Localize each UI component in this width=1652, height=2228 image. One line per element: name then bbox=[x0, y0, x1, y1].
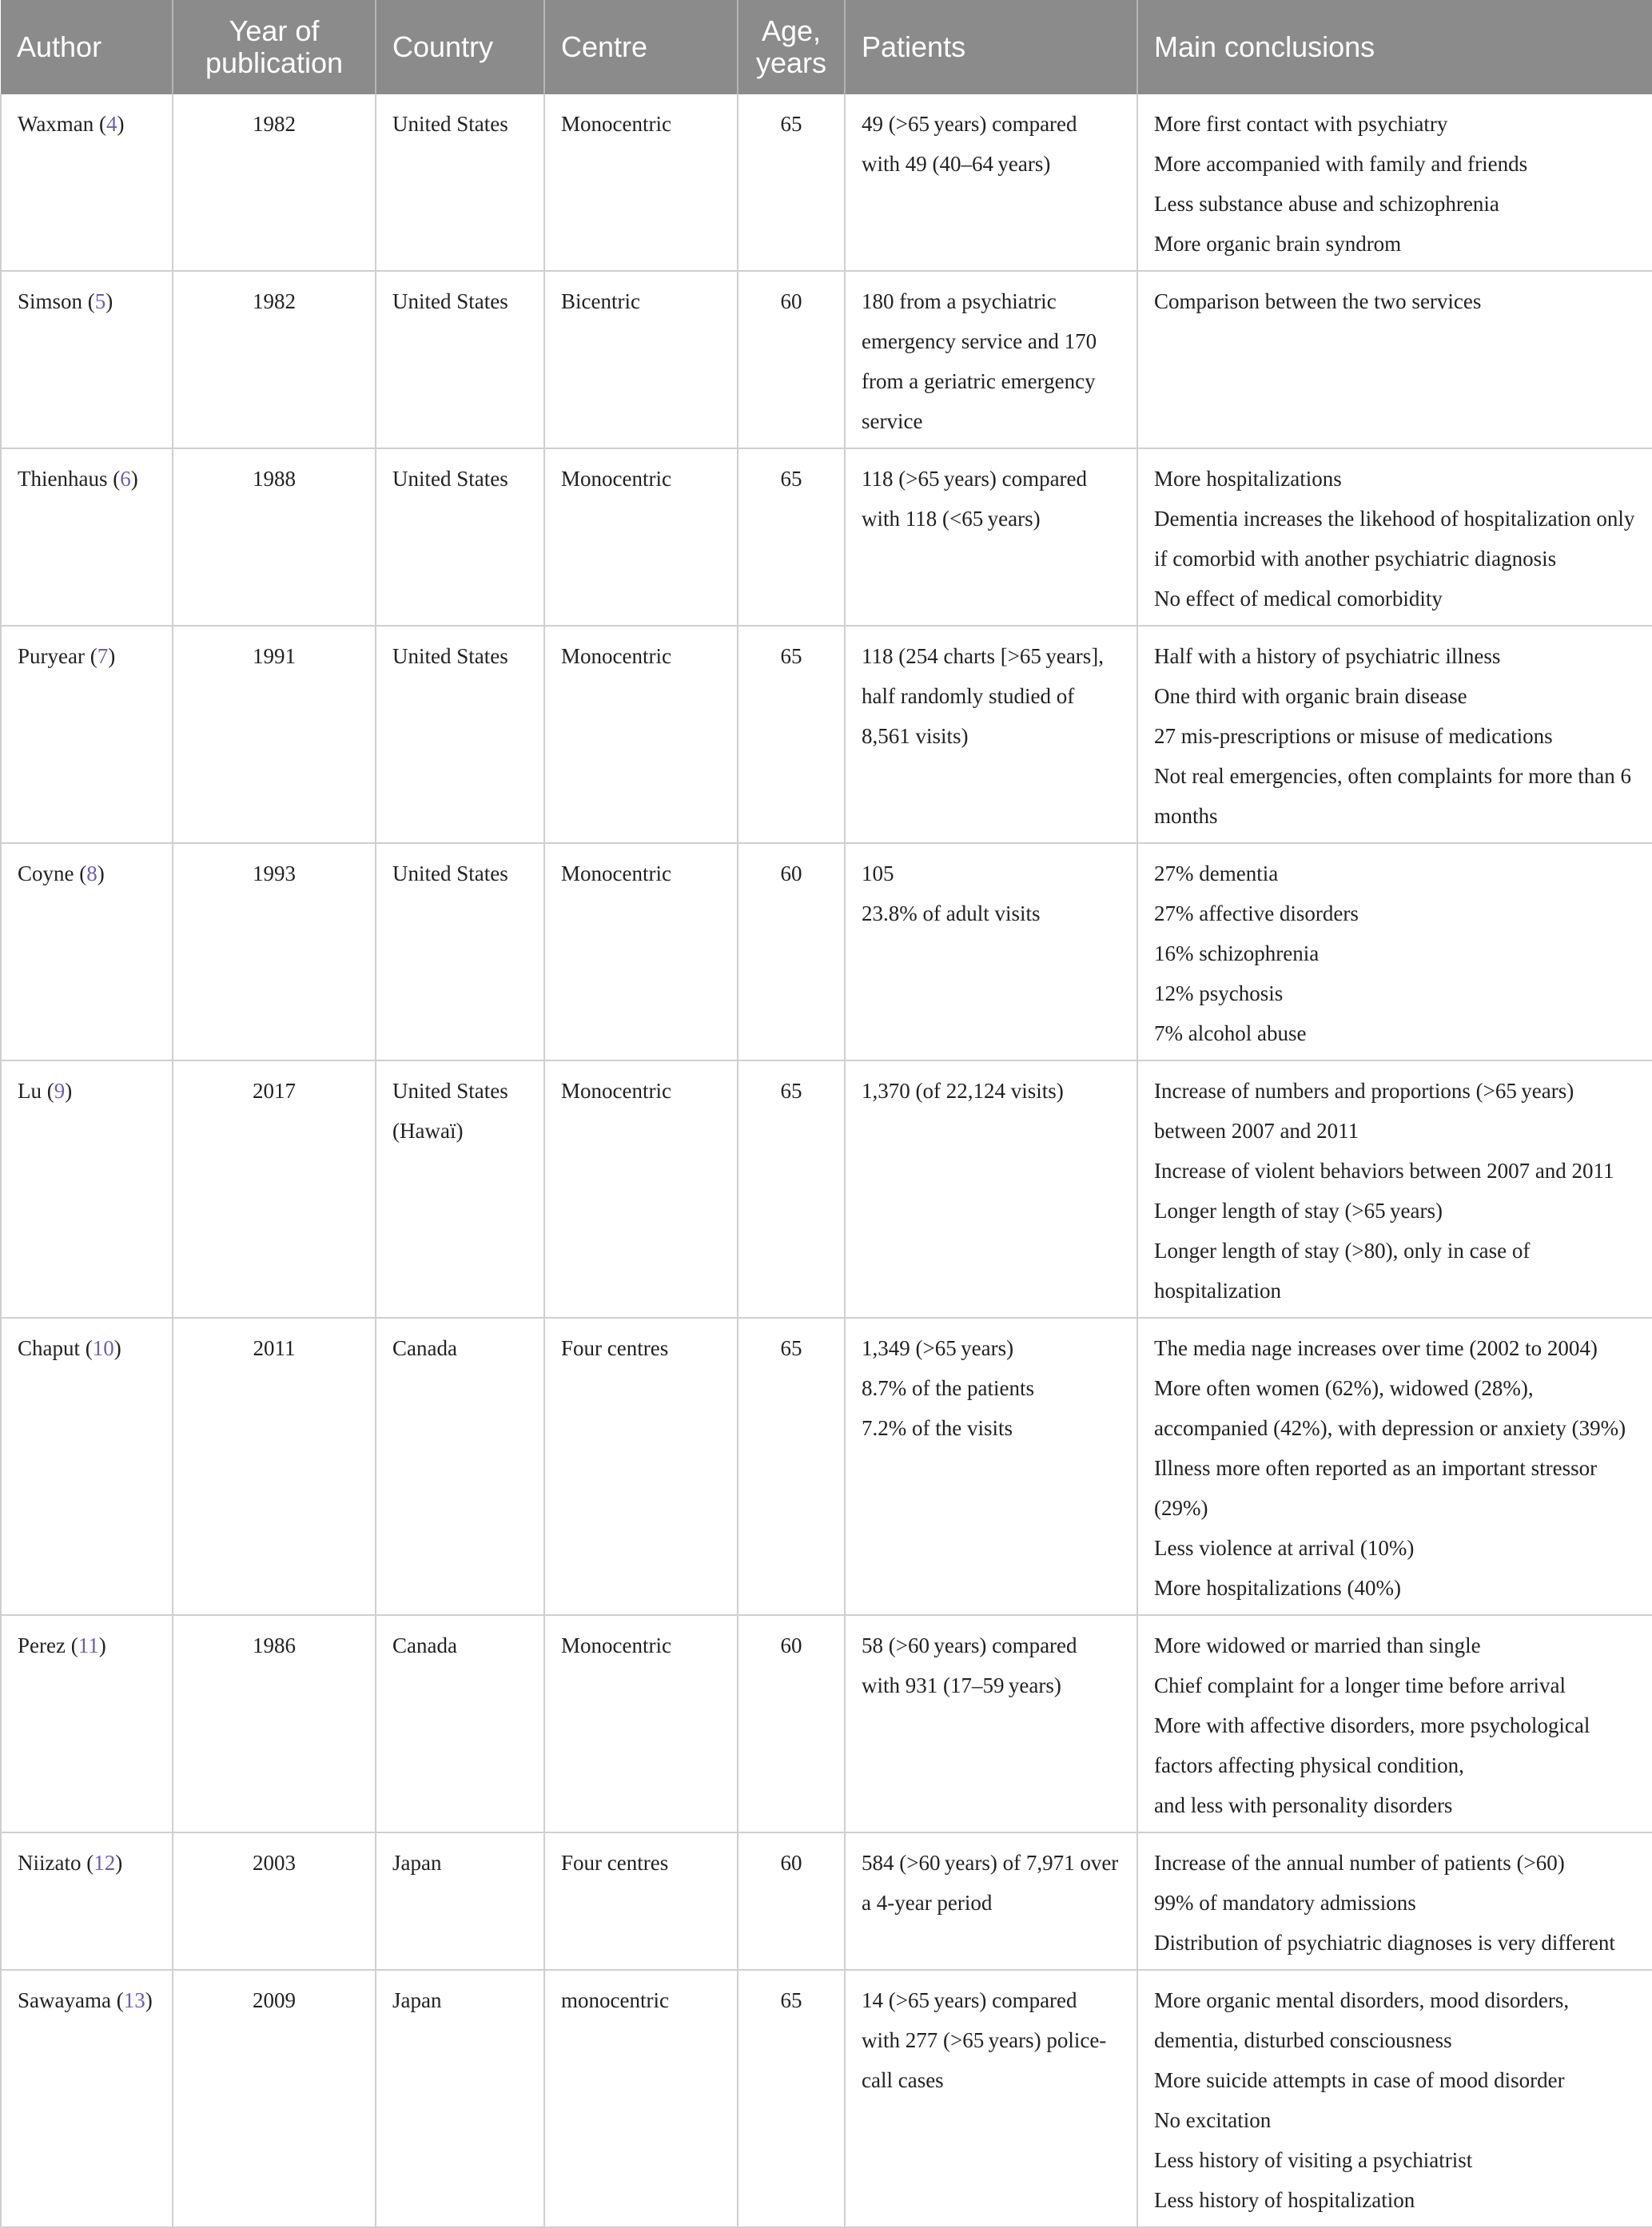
cell-age: 60 bbox=[738, 1615, 845, 1832]
cell-year: 1993 bbox=[173, 843, 376, 1060]
cell-patients: 58 (>60 years) compared with 931 (17–59 years) bbox=[845, 1615, 1137, 1832]
conclusion-item: No effect of medical comorbidity bbox=[1154, 587, 1443, 611]
cell-country: United States bbox=[376, 843, 544, 1060]
conclusion-item: 7% alcohol abuse bbox=[1154, 1021, 1307, 1045]
table-row bbox=[1, 271, 1652, 448]
conclusion-item: 12% psychosis bbox=[1154, 981, 1284, 1005]
conclusion-item: Distribution of psychiatric diagnoses is very different bbox=[1154, 1931, 1615, 1955]
cell-conclusions bbox=[1137, 1060, 1652, 1318]
conclusion-item: More widowed or married than single bbox=[1154, 1633, 1481, 1657]
cell-year: 1986 bbox=[173, 1615, 376, 1832]
reference-link[interactable]: 11 bbox=[78, 1633, 99, 1657]
cell-centre: Monocentric bbox=[544, 448, 738, 626]
reference-link[interactable]: 4 bbox=[106, 112, 117, 136]
cell-centre: Monocentric bbox=[544, 843, 738, 1060]
cell-country: United States bbox=[376, 626, 544, 843]
conclusion-item: More suicide attempts in case of mood disorder bbox=[1154, 2068, 1565, 2092]
cell-year: 2003 bbox=[173, 1832, 376, 1970]
cell-age: 60 bbox=[738, 1832, 845, 1970]
reference-link[interactable]: 13 bbox=[123, 1988, 145, 2012]
conclusion-item: One third with organic brain disease bbox=[1154, 684, 1467, 708]
cell-conclusions bbox=[1137, 626, 1652, 843]
author-name: Coyne bbox=[18, 861, 74, 885]
conclusion-item: Less history of visiting a psychiatrist bbox=[1154, 2148, 1473, 2172]
cell-centre: Four centres bbox=[544, 1832, 738, 1970]
cell-patients: 14 (>65 years) compared with 277 (>65 years) police-call cases bbox=[845, 1970, 1137, 2227]
cell-age: 65 bbox=[738, 1060, 845, 1318]
conclusion-item: 27 mis-prescriptions or misuse of medications bbox=[1154, 724, 1553, 748]
conclusion-item: More with affective disorders, more psychological factors affecting physical condition, bbox=[1154, 1713, 1590, 1777]
cell-country: Japan bbox=[376, 1970, 544, 2227]
cell-author: Perez (11) bbox=[1, 1615, 173, 1832]
cell-conclusions bbox=[1137, 843, 1652, 1060]
cell-author: Chaput (10) bbox=[1, 1318, 173, 1615]
conclusion-item: Less history of hospitalization bbox=[1154, 2188, 1415, 2212]
cell-age: 65 bbox=[738, 626, 845, 843]
cell-country: Canada bbox=[376, 1318, 544, 1615]
conclusion-item: Not real emergencies, often complaints for more than 6 months bbox=[1154, 764, 1632, 828]
cell-age: 65 bbox=[738, 1970, 845, 2227]
conclusion-item: More accompanied with family and friends bbox=[1154, 152, 1528, 176]
conclusion-item: The media nage increases over time (2002 to 2004) bbox=[1154, 1336, 1598, 1360]
cell-age: 60 bbox=[738, 843, 845, 1060]
cell-author: Puryear (7) bbox=[1, 626, 173, 843]
cell-patients: 49 (>65 years) compared with 49 (40–64 years) bbox=[845, 94, 1137, 271]
header-centre: Centre bbox=[544, 0, 738, 94]
table-row bbox=[1, 1615, 1652, 1832]
table-row bbox=[1, 843, 1652, 1060]
cell-year: 1982 bbox=[173, 94, 376, 271]
conclusion-item: Less violence at arrival (10%) bbox=[1154, 1536, 1415, 1560]
conclusion-item: Longer length of stay (>80), only in case of hospitalization bbox=[1154, 1239, 1531, 1303]
cell-author: Simson (5) bbox=[1, 271, 173, 448]
cell-age: 65 bbox=[738, 94, 845, 271]
reference-link[interactable]: 6 bbox=[120, 467, 131, 491]
cell-country: United States (Hawaï) bbox=[376, 1060, 544, 1318]
reference-link[interactable]: 5 bbox=[94, 289, 106, 313]
patients-line: 23.8% of adult visits bbox=[862, 901, 1041, 925]
cell-patients: 584 (>60 years) of 7,971 over a 4-year period bbox=[845, 1832, 1137, 1970]
cell-conclusions bbox=[1137, 271, 1652, 448]
conclusion-item: Less substance abuse and schizophrenia bbox=[1154, 192, 1499, 216]
conclusion-item: and less with personality disorders bbox=[1154, 1793, 1453, 1817]
cell-conclusions bbox=[1137, 94, 1652, 271]
author-name: Lu bbox=[18, 1079, 42, 1103]
author-name: Chaput bbox=[18, 1336, 80, 1360]
header-country: Country bbox=[376, 0, 544, 94]
cell-centre: Four centres bbox=[544, 1318, 738, 1615]
cell-year: 1988 bbox=[173, 448, 376, 626]
patients-line: 105 bbox=[862, 861, 894, 885]
table-row bbox=[1, 1970, 1652, 2227]
cell-country: Japan bbox=[376, 1832, 544, 1970]
cell-country: Canada bbox=[376, 1615, 544, 1832]
reference-link[interactable]: 8 bbox=[86, 861, 98, 885]
conclusion-item: Increase of numbers and proportions (>65 years) between 2007 and 2011 bbox=[1154, 1079, 1574, 1143]
cell-patients: 180 from a psychiatric emergency service and 170 from a geriatric emergency service bbox=[845, 271, 1137, 448]
conclusion-item: 16% schizophrenia bbox=[1154, 941, 1320, 965]
conclusion-item: 27% affective disorders bbox=[1154, 901, 1359, 925]
header-author: Author bbox=[1, 0, 173, 94]
cell-author: Niizato (12) bbox=[1, 1832, 173, 1970]
conclusion-item: More organic mental disorders, mood disorders, dementia, disturbed consciousness bbox=[1154, 1988, 1570, 2052]
cell-age: 60 bbox=[738, 271, 845, 448]
reference-link[interactable]: 7 bbox=[97, 644, 109, 668]
conclusion-item: More often women (62%), widowed (28%), accompanied (42%), with depression or anxiety (39%) bbox=[1154, 1376, 1626, 1440]
cell-patients: 1,370 (of 22,124 visits) bbox=[845, 1060, 1137, 1318]
reference-link[interactable]: 9 bbox=[54, 1079, 66, 1103]
cell-year: 1991 bbox=[173, 626, 376, 843]
table-header bbox=[1, 0, 1652, 94]
reference-link[interactable]: 10 bbox=[92, 1336, 114, 1360]
conclusion-item: More first contact with psychiatry bbox=[1154, 112, 1448, 136]
cell-conclusions bbox=[1137, 1615, 1652, 1832]
conclusion-item: More hospitalizations (40%) bbox=[1154, 1576, 1401, 1600]
table-row bbox=[1, 448, 1652, 626]
conclusion-item: No excitation bbox=[1154, 2108, 1272, 2132]
conclusion-item: Half with a history of psychiatric illness bbox=[1154, 644, 1501, 668]
cell-centre: Bicentric bbox=[544, 271, 738, 448]
table-row bbox=[1, 1318, 1652, 1615]
cell-author: Lu (9) bbox=[1, 1060, 173, 1318]
author-name: Perez bbox=[18, 1633, 66, 1657]
cell-year: 2011 bbox=[173, 1318, 376, 1615]
reference-link[interactable]: 12 bbox=[94, 1851, 116, 1875]
cell-conclusions bbox=[1137, 448, 1652, 626]
author-name: Thienhaus bbox=[18, 467, 108, 491]
conclusion-item: Comparison between the two services bbox=[1154, 289, 1482, 313]
cell-patients bbox=[845, 843, 1137, 1060]
table-body bbox=[1, 94, 1652, 2227]
cell-patients bbox=[845, 1318, 1137, 1615]
author-name: Waxman bbox=[18, 112, 94, 136]
conclusion-item: Increase of the annual number of patients (>60) bbox=[1154, 1851, 1565, 1875]
cell-author: Sawayama (13) bbox=[1, 1970, 173, 2227]
cell-patients: 118 (254 charts [>65 years], half randomly studied of 8,561 visits) bbox=[845, 626, 1137, 843]
cell-centre: Monocentric bbox=[544, 1060, 738, 1318]
cell-country: United States bbox=[376, 448, 544, 626]
conclusion-item: 99% of mandatory admissions bbox=[1154, 1891, 1416, 1915]
cell-conclusions bbox=[1137, 1318, 1652, 1615]
cell-centre: Monocentric bbox=[544, 626, 738, 843]
patients-line: 7.2% of the visits bbox=[862, 1416, 1013, 1440]
cell-author: Waxman (4) bbox=[1, 94, 173, 271]
conclusion-item: Chief complaint for a longer time before arrival bbox=[1154, 1673, 1566, 1697]
cell-age: 65 bbox=[738, 1318, 845, 1615]
cell-conclusions bbox=[1137, 1970, 1652, 2227]
author-name: Simson bbox=[18, 289, 83, 313]
cell-year: 1982 bbox=[173, 271, 376, 448]
cell-centre: monocentric bbox=[544, 1970, 738, 2227]
cell-age: 65 bbox=[738, 448, 845, 626]
cell-year: 2017 bbox=[173, 1060, 376, 1318]
conclusion-item: Increase of violent behaviors between 2007 and 2011 bbox=[1154, 1159, 1614, 1183]
header-patients: Patients bbox=[845, 0, 1137, 94]
conclusion-item: Illness more often reported as an important stressor (29%) bbox=[1154, 1456, 1598, 1520]
header-age: Age, years bbox=[738, 0, 845, 94]
patients-line: 8.7% of the patients bbox=[862, 1376, 1034, 1400]
table-row bbox=[1, 1060, 1652, 1318]
author-name: Sawayama bbox=[18, 1988, 111, 2012]
table-row bbox=[1, 626, 1652, 843]
conclusion-item: Longer length of stay (>65 years) bbox=[1154, 1199, 1443, 1223]
conclusion-item: More hospitalizations bbox=[1154, 467, 1342, 491]
author-name: Niizato bbox=[18, 1851, 82, 1875]
table-row bbox=[1, 1832, 1652, 1970]
cell-year: 2009 bbox=[173, 1970, 376, 2227]
cell-author: Thienhaus (6) bbox=[1, 448, 173, 626]
author-name: Puryear bbox=[18, 644, 85, 668]
header-row bbox=[1, 0, 1652, 94]
header-conclusions: Main conclusions bbox=[1137, 0, 1652, 94]
header-year: Year of publication bbox=[173, 0, 376, 94]
cell-country: United States bbox=[376, 271, 544, 448]
cell-author: Coyne (8) bbox=[1, 843, 173, 1060]
cell-patients: 118 (>65 years) compared with 118 (<65 years) bbox=[845, 448, 1137, 626]
cell-conclusions bbox=[1137, 1832, 1652, 1970]
conclusion-item: Dementia increases the likehood of hospitalization only if comorbid with another psychiatric diagnosis bbox=[1154, 507, 1635, 571]
conclusion-item: 27% dementia bbox=[1154, 861, 1279, 885]
cell-country: United States bbox=[376, 94, 544, 271]
cell-centre: Monocentric bbox=[544, 94, 738, 271]
conclusion-item: More organic brain syndrom bbox=[1154, 232, 1402, 256]
patients-line: 1,349 (>65 years) bbox=[862, 1336, 1014, 1360]
table-row bbox=[1, 94, 1652, 271]
cell-centre: Monocentric bbox=[544, 1615, 738, 1832]
